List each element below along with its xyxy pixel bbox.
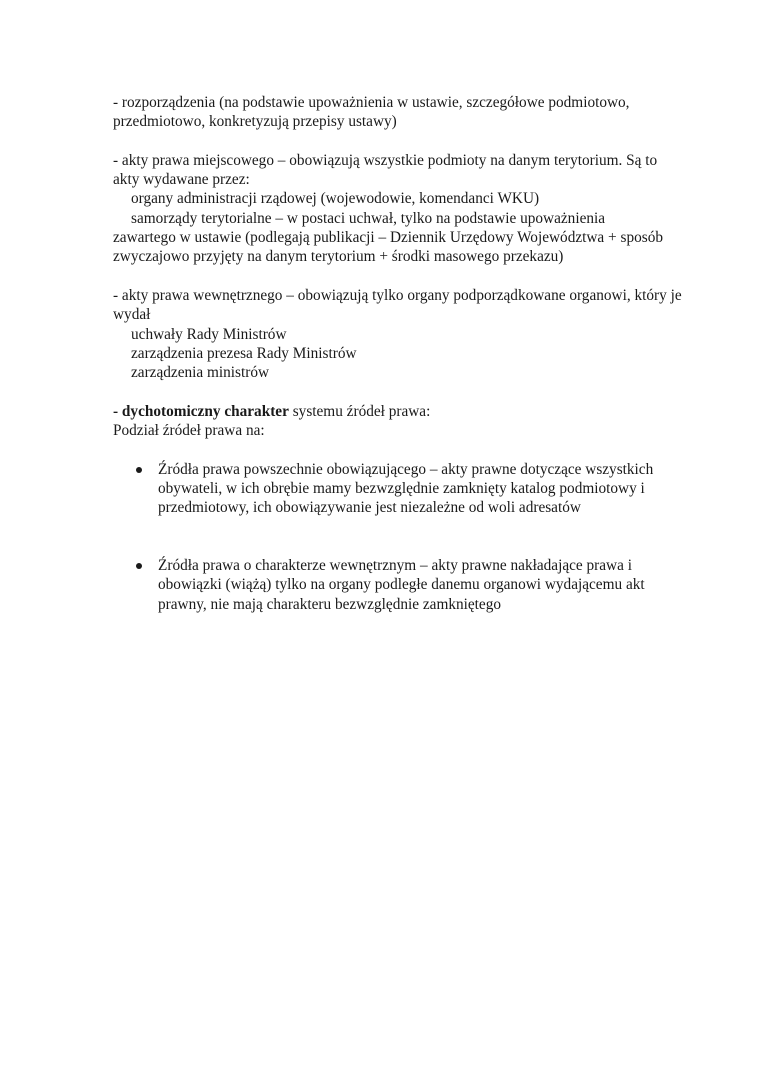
bullet-text: Źródła prawa powszechnie obowiązującego – akty prawne dotyczące wszystkich obywateli, w ich obrębie mamy bezwzględnie zamknięty katalog podmiotowy i przedmiotowy, ich obowiązywanie jest niezależne od woli adresatów (158, 460, 654, 517)
paragraph-spacer (113, 132, 683, 151)
list-item: zarządzenia ministrów (131, 364, 270, 382)
bold-term: - dychotomiczny charakter (113, 402, 289, 420)
paragraph-spacer (113, 382, 683, 401)
bullet-item (113, 460, 658, 518)
bullet-dot-icon (136, 467, 142, 473)
paragraph-podzial: Podział źródeł prawa na: (113, 422, 265, 440)
bullet-list (113, 460, 683, 614)
document-content (113, 93, 683, 614)
indented-line-samorzady: samorządy terytorialne – w postaci uchwał, tylko na podstawie upoważnienia (131, 209, 606, 227)
list-item: zarządzenia prezesa Rady Ministrów (131, 344, 357, 362)
paragraph-spacer (113, 440, 683, 459)
bullet-item (113, 556, 658, 614)
bullet-text: Źródła prawa o charakterze wewnętrznym – akty prawne nakładające prawa i obowiązki (wiążą) tylko na organy podległe danemu organowi wydającemu akt prawny, nie mają charakteru bezwzględnie zamkniętego (158, 557, 645, 613)
paragraph-dychotomiczny-rest: systemu źródeł prawa: (288, 402, 431, 420)
paragraph-akty-prawa-wewnetrznego: - akty prawa wewnętrznego – obowiązują tylko organy podporządkowane organowi, który je wydał (113, 286, 682, 324)
paragraph-spacer (113, 267, 683, 286)
paragraph-dychotomiczny (113, 402, 683, 421)
paragraph-akty-prawa-miejscowego: - akty prawa miejscowego – obowiązują wszystkie podmioty na danym terytorium. Są to akty wydawane przez: (113, 151, 658, 189)
paragraph-rozporzadzenia: - rozporządzenia (na podstawie upoważnienia w ustawie, szczegółowe podmiotowo, przedmiotowo, konkretyzują przepisy ustawy) (113, 94, 630, 131)
bullet-dot-icon (136, 563, 142, 569)
list-item: uchwały Rady Ministrów (131, 325, 287, 343)
paragraph-continuation: zawartego w ustawie (podlegają publikacji – Dziennik Urzędowy Województwa + sposób zwyczajowo przyjęty na danym terytorium + środki masowego przekazu) (113, 229, 663, 266)
list-spacer (113, 518, 683, 557)
indented-line-organy-administracji: organy administracji rządowej (wojewodowie, komendanci WKU) (131, 190, 540, 208)
